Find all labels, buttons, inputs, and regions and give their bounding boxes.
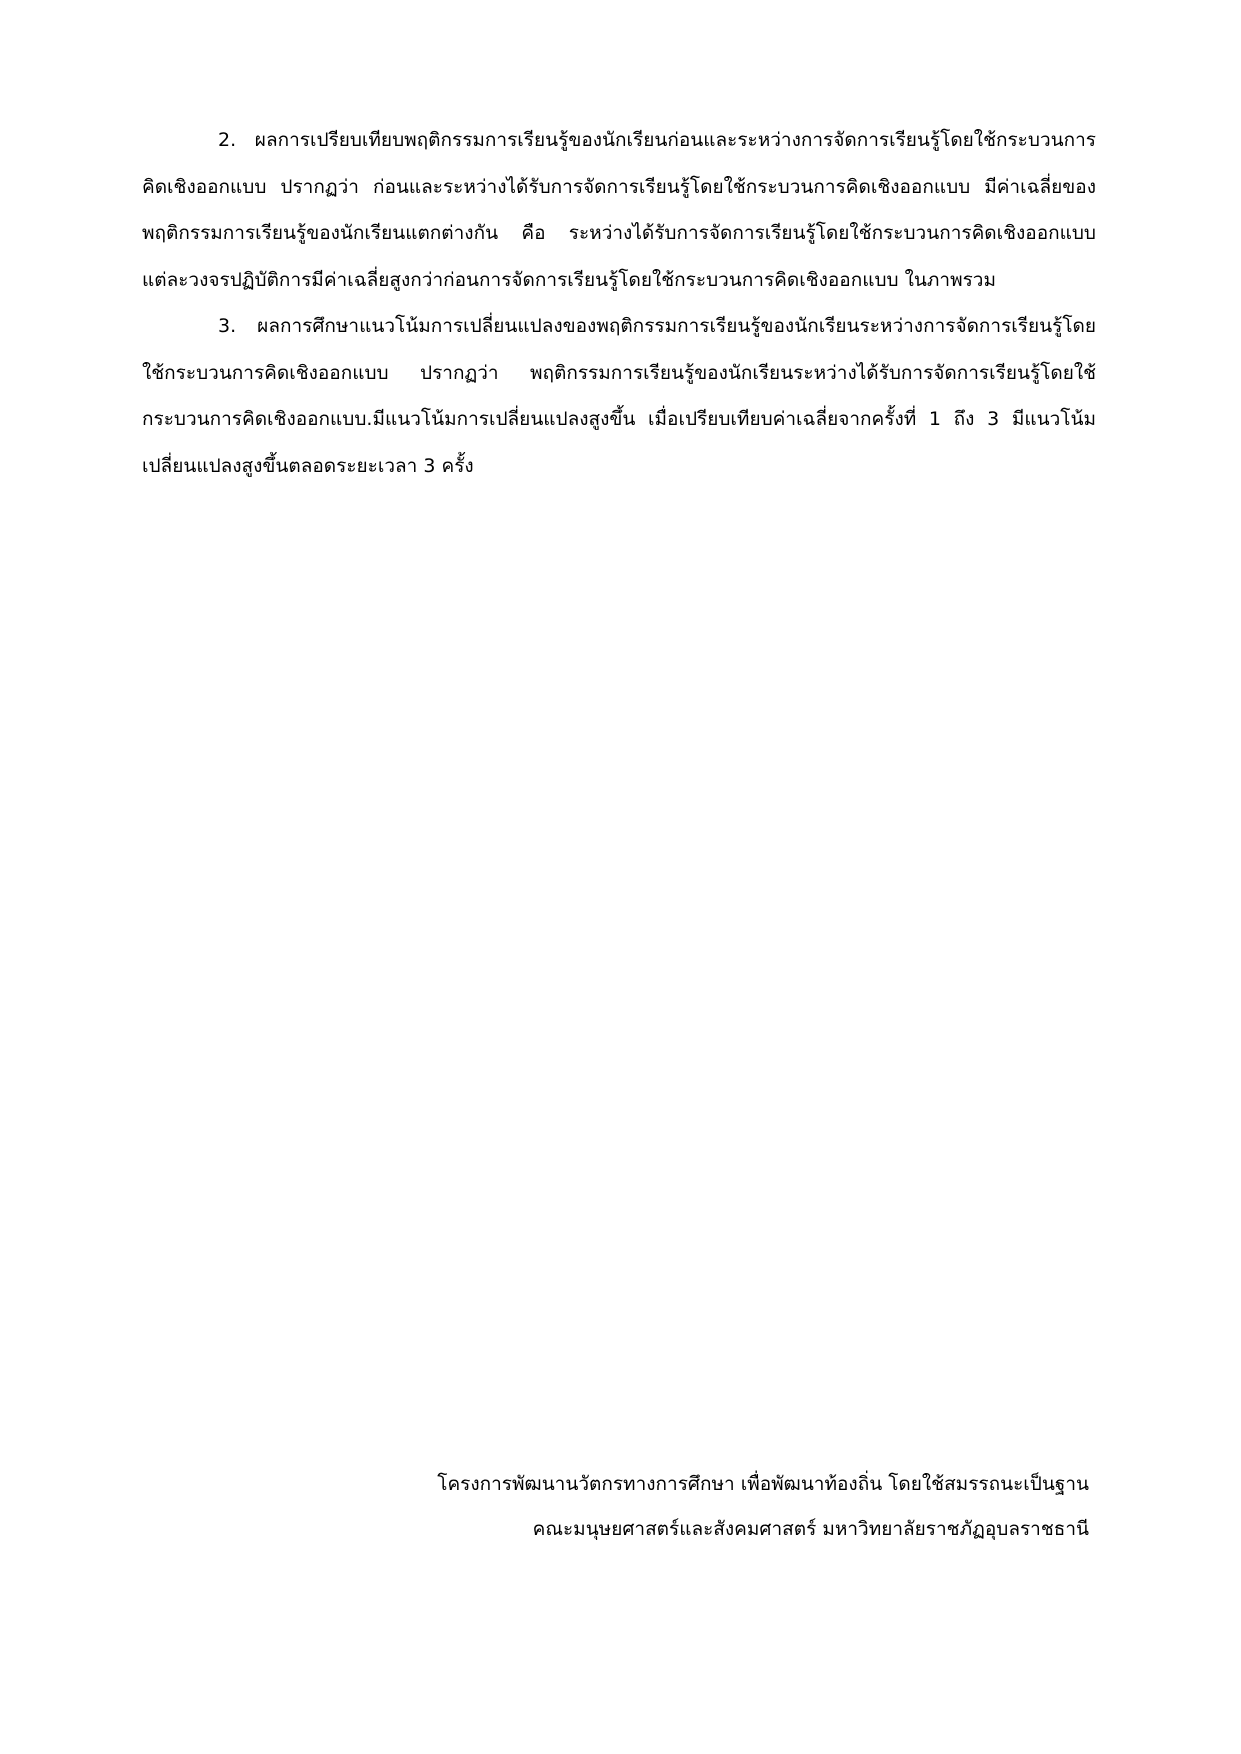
page-footer xyxy=(437,1462,1089,1552)
paragraph-result-2: 2. ผลการเปรียบเทียบพฤติกรรมการเรียนรู้ของนักเรียนก่อนและระหว่างการจัดการเรียนรู้โดยใช้กระบวนการคิดเชิงออกแบบ ปรากฏว่า ก่อนและระหว่างได้รับการจัดการเรียนรู้โดยใช้กระบวนการคิดเชิงออกแบบ มีค่าเฉลี่ยของพฤติกรรมการเรียนรู้ของนักเรียนแตกต่างกัน คือ ระหว่างได้รับการจัดการเรียนรู้โดยใช้กระบวนการคิดเชิงออกแบบ แต่ละวงจรปฏิบัติการมีค่าเฉลี่ยสูงกว่าก่อนการจัดการเรียนรู้โดยใช้กระบวนการคิดเชิงออกแบบ ในภาพรวม xyxy=(142,129,1096,291)
footer-project-name: โครงการพัฒนานวัตกรทางการศึกษา เพื่อพัฒนาท้องถิ่น โดยใช้สมรรถนะเป็นฐาน xyxy=(437,1473,1089,1495)
document-body xyxy=(142,117,1096,489)
footer-institution: คณะมนุษยศาสตร์และสังคมศาสตร์ มหาวิทยาลัยราชภัฏอุบลราชธานี xyxy=(532,1518,1089,1540)
paragraph-result-3: 3. ผลการศึกษาแนวโน้มการเปลี่ยนแปลงของพฤติกรรมการเรียนรู้ของนักเรียนระหว่างการจัดการเรียนรู้โดยใช้กระบวนการคิดเชิงออกแบบ ปรากฏว่า พฤติกรรมการเรียนรู้ของนักเรียนระหว่างได้รับการจัดการเรียนรู้โดยใช้กระบวนการคิดเชิงออกแบบ.มีแนวโน้มการเปลี่ยนแปลงสูงขึ้น เมื่อเปรียบเทียบค่าเฉลี่ยจากครั้งที่ 1 ถึง 3 มีแนวโน้มเปลี่ยนแปลงสูงขึ้นตลอดระยะเวลา 3 ครั้ง xyxy=(142,315,1096,477)
